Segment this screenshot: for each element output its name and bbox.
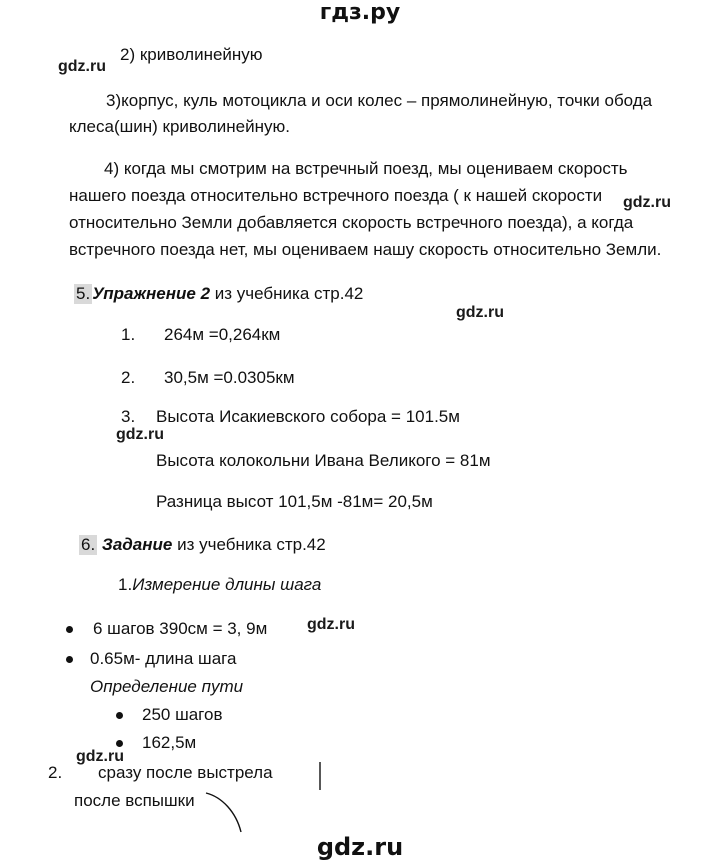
watermark: gdz.ru <box>307 616 355 633</box>
list-item: 250 шагов <box>142 705 223 724</box>
site-header: гдз.ру <box>319 0 401 25</box>
list-number: 3. <box>121 407 136 426</box>
list-item: 30,5м =0.0305км <box>164 368 295 387</box>
path-title: Определение пути <box>90 677 244 696</box>
list-item: 264м =0,264км <box>164 325 281 344</box>
bell-tower-height: Высота колокольни Ивана Великого = 81м <box>156 451 491 470</box>
answer-item-3-line-1: 3)корпус, куль мотоцикла и оси колес – прямолинейную, точки обода <box>106 91 653 110</box>
watermark: gdz.ru <box>76 748 124 765</box>
watermark: gdz.ru <box>623 194 671 211</box>
section-source: из учебника стр.42 <box>210 284 364 303</box>
answer-item-4-line-4: встречного поезда нет, мы оцениваем нашу скорость относительно Земли. <box>69 240 662 259</box>
list-item: 162,5м <box>142 733 197 752</box>
site-footer: gdz.ru <box>316 833 404 861</box>
section-title: Упражнение 2 <box>92 284 211 303</box>
height-difference: Разница высот 101,5м -81м= 20,5м <box>156 492 433 511</box>
answer-item-3-line-2: клеса(шин) криволинейную. <box>69 117 290 136</box>
watermark: gdz.ru <box>456 304 504 321</box>
watermark: gdz.ru <box>58 58 106 75</box>
section-source: из учебника стр.42 <box>172 535 326 554</box>
section-number: 5. <box>76 284 91 303</box>
item-2-text: сразу после выстрела <box>98 763 273 782</box>
section-title: Задание <box>101 535 173 554</box>
answer-item-4-line-1: 4) когда мы смотрим на встречный поезд, мы оцениваем скорость <box>104 159 628 178</box>
answer-item-4-line-2: нашего поезда относительно встречного поезда ( к нашей скорости <box>69 186 603 205</box>
list-number: 1. <box>121 325 136 344</box>
watermark: gdz.ru <box>116 426 164 443</box>
arc-stroke <box>206 793 241 832</box>
list-item: Высота Исакиевского собора = 101.5м <box>156 407 460 426</box>
list-number: 2. <box>48 763 63 782</box>
list-item: 6 шагов 390см = 3, 9м <box>93 619 268 638</box>
answer-item-4-line-3: относительно Земли добавляется скорость встречного поезда), а когда <box>69 213 634 232</box>
item-2-line-2: после вспышки <box>74 791 195 810</box>
list-item: 0.65м- длина шага <box>90 649 237 668</box>
subsection-number: 1. <box>118 575 133 594</box>
list-number: 2. <box>121 368 136 387</box>
section-number: 6. <box>81 535 96 554</box>
subsection-title: Измерение длины шага <box>132 575 322 594</box>
answer-item-2: 2) криволинейную <box>120 45 263 64</box>
